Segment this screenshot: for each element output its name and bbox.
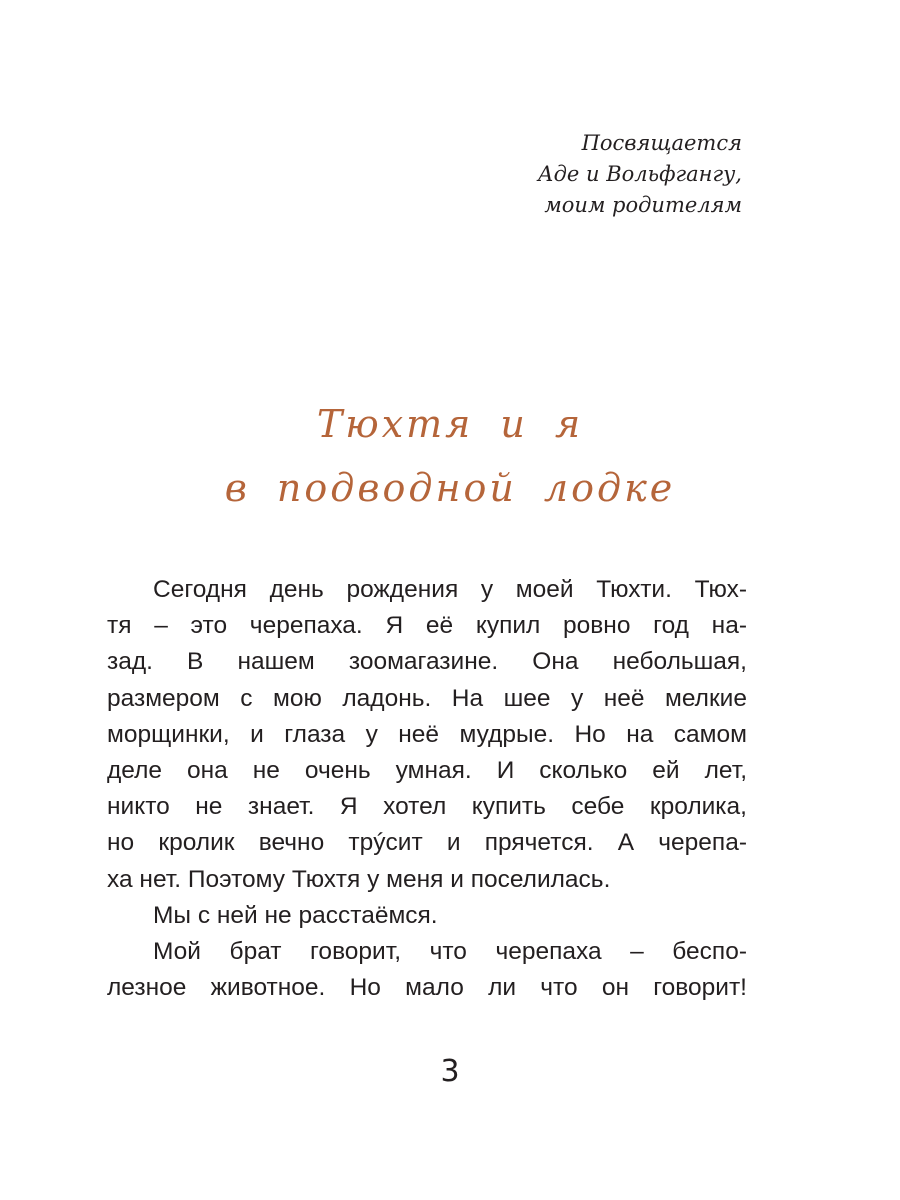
dedication-line: Посвящается (581, 131, 742, 155)
paragraph-line: но кролик вечно трýсит и прячется. А черепа- (107, 829, 747, 857)
chapter-title-line: в подводной лодке (224, 466, 676, 510)
dedication-line: Аде и Вольфгангу, (537, 162, 742, 186)
paragraph-line: Мы с ней не расстаёмся. (153, 901, 438, 929)
paragraph-line: Мой брат говорит, что черепаха – беспо- (153, 937, 747, 965)
dedication (538, 128, 742, 221)
paragraph-line: ха нет. Поэтому Тюхтя у меня и поселилась. (107, 865, 611, 893)
paragraph-line: морщинки, и глаза у неё мудрые. Но на самом (107, 720, 747, 748)
chapter-title (0, 392, 900, 520)
paragraph-line: зад. В нашем зоомагазине. Она небольшая, (107, 648, 747, 676)
paragraph-line: размером с мою ладонь. На шее у неё мелкие (107, 684, 747, 712)
paragraph-line: лезное животное. Но мало ли что он говорит! (107, 974, 747, 1002)
paragraph-line: деле она не очень умная. И сколько ей лет, (107, 756, 747, 784)
paragraph-line: никто не знает. Я хотел купить себе кролика, (107, 793, 747, 821)
chapter-title-line: Тюхтя и я (316, 402, 584, 446)
paragraph-line: тя – это черепаха. Я её купил ровно год на- (107, 612, 747, 640)
paragraph-line: Сегодня день рождения у моей Тюхти. Тюх- (153, 576, 747, 603)
page-number: 3 (440, 1054, 460, 1089)
body-text (107, 572, 747, 1006)
dedication-line: моим родителям (544, 193, 742, 217)
